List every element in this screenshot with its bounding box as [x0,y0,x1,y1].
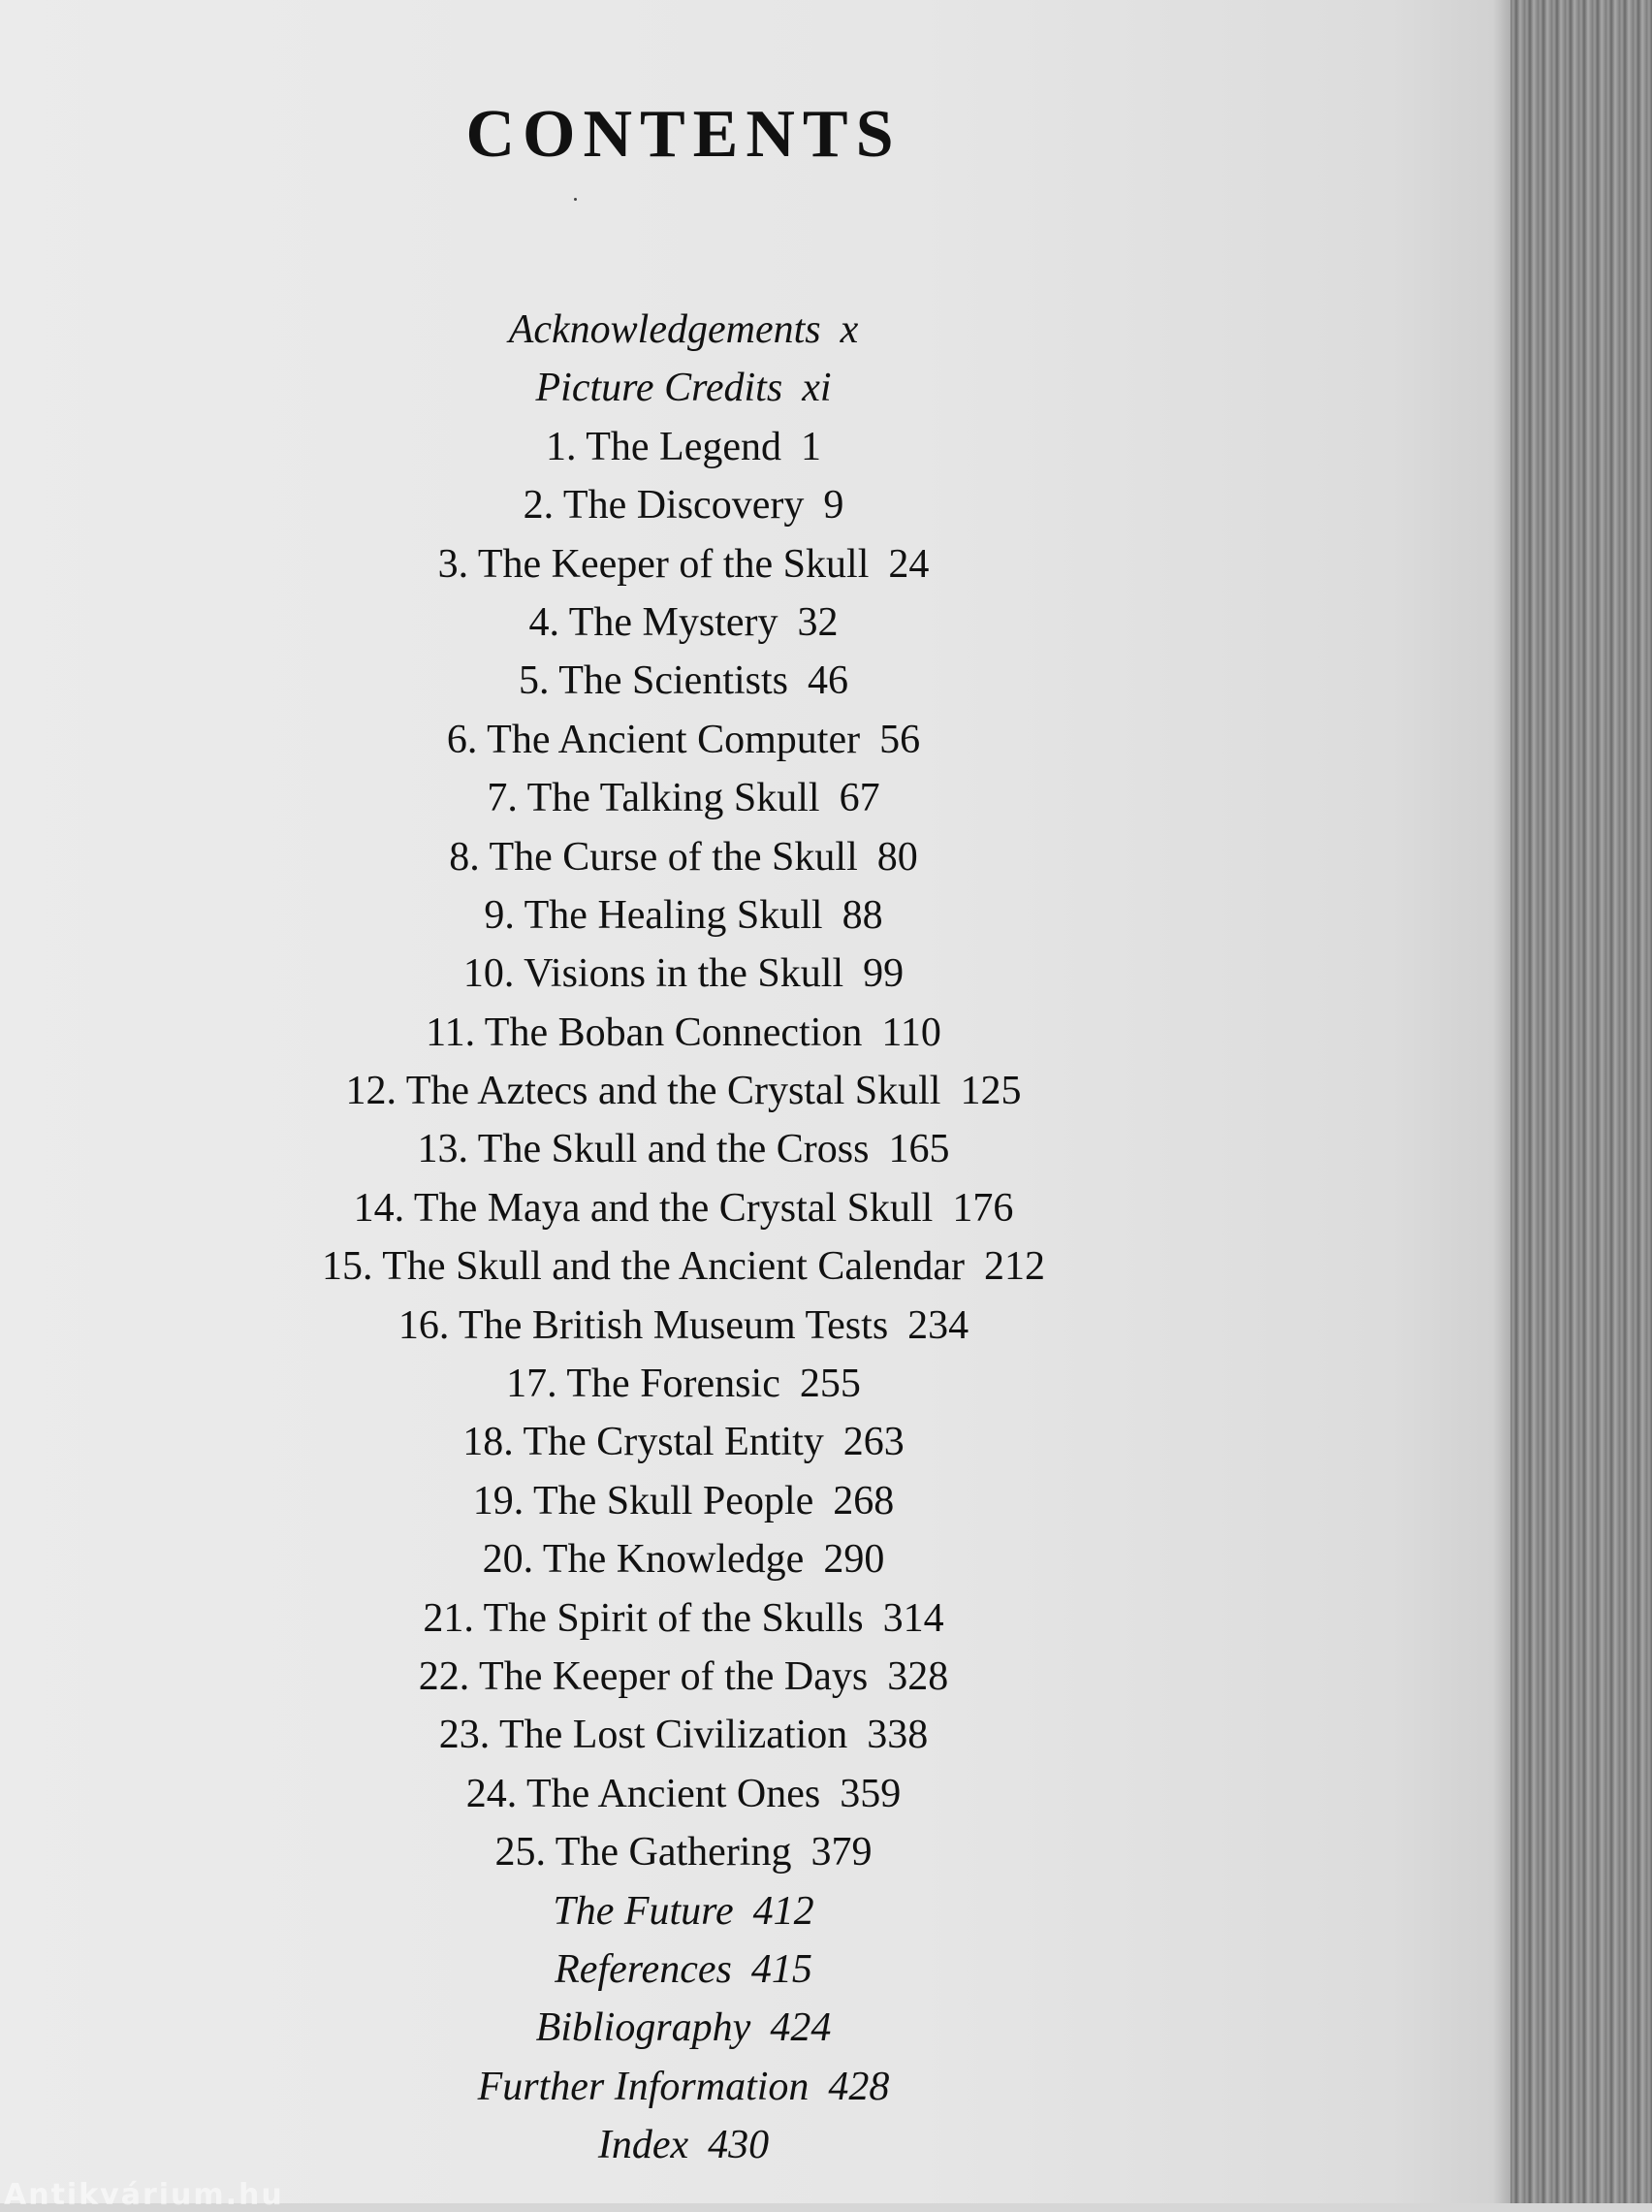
toc-entry-label: 19. The Skull People [472,1478,814,1523]
toc-entry-label: 1. The Legend [546,424,781,469]
toc-entry [0,593,1367,652]
toc-entry-label: Bibliography [535,2005,751,2051]
ornament-dot [574,198,577,201]
toc-entry [0,1940,1367,1999]
toc-entry-label: 9. The Healing Skull [484,892,823,938]
toc-entry-page: 56 [879,717,921,762]
toc-entry [0,945,1367,1003]
toc-entry [0,1472,1367,1530]
toc-entry [0,1882,1367,1940]
toc-entry-label: The Future [553,1888,734,1934]
toc-entry-label: Acknowledgements [508,307,821,352]
toc-entry-page: 67 [839,776,880,821]
toc-entry-page: 412 [752,1888,814,1934]
table-of-contents [0,301,1367,2175]
toc-entry [0,828,1367,886]
toc-entry [0,1589,1367,1648]
toc-entry-label: 6. The Ancient Computer [446,717,861,762]
watermark: Antikvárium.hu [4,2178,284,2212]
toc-entry-page: 1 [800,424,821,469]
toc-entry-page: x [840,307,859,352]
toc-entry-label: 18. The Crystal Entity [462,1420,824,1465]
toc-entry-page: 176 [952,1185,1014,1231]
toc-entry-label: 20. The Knowledge [482,1537,805,1583]
toc-entry-label: 10. Visions in the Skull [462,951,844,997]
toc-entry [0,1648,1367,1706]
toc-entry [0,769,1367,827]
toc-entry-page: 165 [888,1127,950,1172]
toc-entry [0,1355,1367,1413]
toc-entry [0,2058,1367,2116]
toc-entry-label: 12. The Aztecs and the Crystal Skull [345,1069,941,1114]
toc-entry-page: 263 [842,1420,905,1465]
toc-entry-page: 430 [708,2123,770,2168]
toc-entry-label: 13. The Skull and the Cross [417,1127,870,1172]
toc-entry [0,301,1367,359]
toc-entry-label: 11. The Boban Connection [426,1010,863,1055]
toc-entry-label: 5. The Scientists [518,658,789,704]
toc-entry [0,2116,1367,2174]
toc-entry [0,1823,1367,1881]
toc-entry-page: 80 [876,834,918,880]
toc-entry-label: 7. The Talking Skull [487,776,820,821]
toc-entry-page: 428 [828,2064,890,2109]
toc-entry-page: 328 [887,1653,949,1699]
toc-entry [0,1120,1367,1178]
toc-entry-page: xi [802,366,832,411]
toc-entry [0,1530,1367,1588]
page-edges [1510,0,1652,2203]
toc-entry-page: 338 [867,1713,929,1758]
toc-entry-label: 15. The Skull and the Ancient Calendar [322,1244,965,1290]
toc-entry-page: 268 [833,1478,895,1523]
toc-entry-label: 24. The Ancient Ones [465,1771,821,1816]
toc-entry [0,1765,1367,1823]
toc-entry [0,535,1367,593]
toc-entry [0,1004,1367,1062]
toc-entry [0,1179,1367,1237]
toc-entry-page: 125 [960,1069,1022,1114]
toc-entry [0,1062,1367,1120]
toc-entry-page: 234 [907,1302,969,1348]
toc-entry-page: 88 [842,892,883,938]
toc-entry-label: Picture Credits [535,366,783,411]
toc-entry-page: 9 [823,483,844,529]
toc-entry-label: 14. The Maya and the Crystal Skull [353,1185,934,1231]
toc-entry-page: 290 [823,1537,885,1583]
toc-entry-label: Further Information [477,2064,810,2109]
toc-entry [0,1706,1367,1764]
toc-entry-label: 16. The British Museum Tests [397,1302,889,1348]
toc-entry-page: 99 [863,951,905,997]
toc-entry-label: 21. The Spirit of the Skulls [423,1595,864,1641]
toc-entry-label: References [555,1946,732,1992]
toc-entry [0,652,1367,710]
toc-entry-page: 110 [881,1010,941,1055]
toc-entry-page: 32 [797,599,839,645]
toc-entry-label: 25. The Gathering [494,1830,792,1875]
toc-entry-label: 23. The Lost Civilization [438,1713,848,1758]
toc-entry-page: 314 [882,1595,944,1641]
toc-entry-label: 8. The Curse of the Skull [449,834,858,880]
toc-entry-page: 379 [810,1830,873,1875]
toc-entry-page: 255 [799,1362,861,1407]
toc-entry [0,886,1367,945]
toc-entry-label: 17. The Forensic [506,1362,780,1407]
toc-entry [0,1237,1367,1296]
toc-entry-label: 22. The Keeper of the Days [418,1653,869,1699]
toc-entry [0,418,1367,476]
toc-entry [0,1413,1367,1471]
toc-entry-page: 212 [983,1244,1045,1290]
toc-entry [0,1297,1367,1355]
toc-entry-page: 359 [840,1771,902,1816]
toc-entry [0,1999,1367,2057]
toc-entry [0,476,1367,534]
toc-entry-page: 424 [770,2005,832,2051]
toc-entry-label: 3. The Keeper of the Skull [437,541,870,587]
toc-entry-page: 46 [808,658,849,704]
page-title: CONTENTS [465,96,902,172]
toc-entry-label: 4. The Mystery [528,599,778,645]
toc-entry-label: Index [597,2123,689,2168]
toc-entry [0,359,1367,417]
toc-entry-page: 24 [888,541,930,587]
toc-entry-page: 415 [750,1946,812,1992]
toc-entry-label: 2. The Discovery [523,483,805,529]
toc-entry [0,711,1367,769]
